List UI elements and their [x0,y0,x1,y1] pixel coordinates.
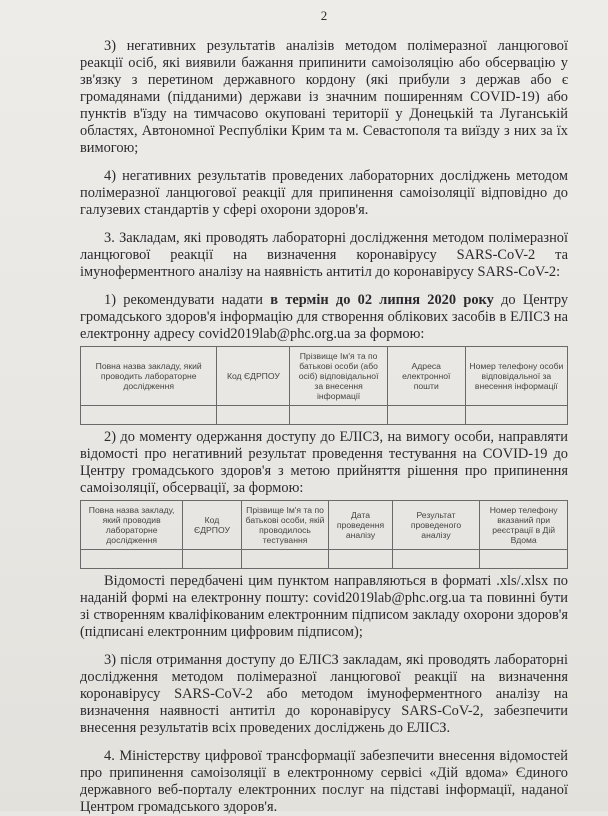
info-paragraph: Відомості передбачені цим пунктом направляються в форматі .xls/.xlsx по наданій формі на електронну пошту: covid2019lab@phc.org.ua та повинні бути зі створенням кваліфікованим електронним підписом закладу охорони здоров'я (підписані електронним цифровим підписом); [80,573,568,640]
table-header-cell: Прізвище Ім'я та по батькові особи (або осіб) відповідальної за внесення інформації [290,347,387,406]
table-row [81,347,568,406]
paragraph-4: 4) негативних результатів проведених лабораторних досліджень методом полімеразної ланцюгової реакції для припинення самоізоляції відповідно до галузевих стандартів у сфері охорони здоров'я. [80,168,568,218]
item-1-deadline: в термін до 02 липня 2020 року [270,292,494,308]
table-cell [392,550,480,569]
table-cell [81,406,217,425]
table-header-cell: Адреса електронної пошти [387,347,465,406]
test-results-form-table [80,500,568,569]
section-4: 4. Міністерству цифрової трансформації забезпечити внесення відомостей про припинення самоізоляції в електронному сервісі «Дій вдома» Єдиного державного веб-порталу електронних послуг на підставі інформації, наданої Центром громадського здоров'я. [80,748,568,815]
table-header-cell: Номер телефону особи відповідальної за внесення інформації [465,347,567,406]
section-3-heading: 3. Закладам, які проводять лабораторні дослідження методом полімеразної ланцюгової реакції на визначення коронавірусу SARS-CoV-2 та імуноферментного аналізу на наявність антитіл до коронавірусу SARS-CoV-2: [80,230,568,280]
item-1 [80,292,568,343]
table-header-cell: Повна назва закладу, який проводить лабораторне дослідження [81,347,217,406]
table-header-cell: Дата проведення аналізу [329,501,392,550]
table-cell [241,550,329,569]
table-header-cell: Номер телефону вказаний при реєстрації в Дій Вдома [480,501,568,550]
page-number: 2 [320,8,328,23]
table-row [81,406,568,425]
table-cell [329,550,392,569]
table-cell [290,406,387,425]
table-cell [183,550,241,569]
table-cell [217,406,290,425]
contacts-form-table [80,346,568,425]
paragraph-3: 3) негативних результатів аналізів методом полімеразної ланцюгової реакції осіб, які виявили бажання припинити самоізоляцію або обсервацію у зв'язку з перетином державного кордону (які прибули з держав або є громадянами (підданими) держави із значним поширенням COVID-19) або пунктів в'їзду на тимчасово окуповані території у Донецькій та Луганській областях, Автономної Республіки Крим та м. Севастополя та виїзду з них за їх вимогою; [80,38,568,156]
item-1-after: до Центру громадського здоров'я інформацію для створення облікових засобів в ЕЛІСЗ на електронну адресу covid2019lab@phc.org.ua за формою: [80,292,569,342]
table-cell [81,550,183,569]
table-row [81,550,568,569]
table-cell [465,406,567,425]
table-cell [387,406,465,425]
table-row [81,501,568,550]
item-2: 2) до моменту одержання доступу до ЕЛІСЗ, на вимогу особи, направляти відомості про негативний результат проведення тестування на COVID-19 до Центру громадського здоров'я з метою прийняття рішення про припинення самоізоляції, обсервації, за формою: [80,429,568,496]
table-header-cell: Прізвище Ім'я та по батькові особи, якій проводилось тестування [241,501,329,550]
table-header-cell: Код ЄДРПОУ [183,501,241,550]
table-cell [480,550,568,569]
table-header-cell: Результат проведеного аналізу [392,501,480,550]
item-1-before: 1) рекомендувати надати [104,292,271,308]
item-3: 3) після отримання доступу до ЕЛІСЗ закладам, які проводять лабораторні дослідження методом полімеразної ланцюгової реакції на визначення коронавірусу SARS-CoV-2 або методом імуноферментного аналізу на визначення наявності антитіл до коронавірусу SARS-CoV-2, забезпечити внесення результатів всіх проведених досліджень до ЕЛІСЗ. [80,652,568,736]
table-header-cell: Код ЄДРПОУ [217,347,290,406]
table-header-cell: Повна назва закладу, який проводив лабораторне дослідження [81,501,183,550]
